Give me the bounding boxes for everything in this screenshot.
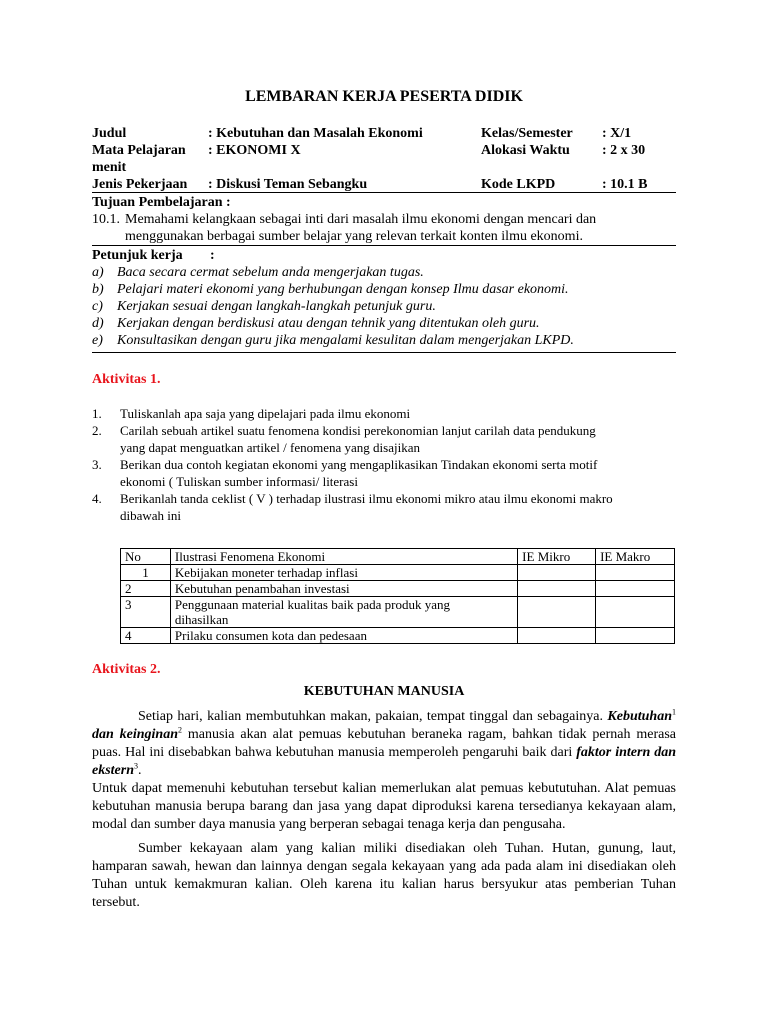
paragraph-2: Untuk dapat memenuhi kebutuhan tersebut kalian memerlukan alat pemuas kebututuhan. Alat pemuas kebutuhan manusia berupa barang dan jasa yang dapat diproduksi karena tersedianya kekayaan alam, modal dan sumber daya manusia yang berperan sebagai tenaga kerja dan pengusaha. bbox=[92, 781, 676, 832]
petunjuk-divider bbox=[92, 352, 676, 353]
row-ie-makro-cell[interactable] bbox=[596, 565, 675, 581]
row-ilustrasi bbox=[170, 597, 517, 628]
term-kebutuhan: Kebutuhan bbox=[607, 709, 672, 724]
judul-value: : Kebutuhan dan Masalah Ekonomi bbox=[208, 126, 423, 141]
row-ilustrasi bbox=[170, 581, 517, 597]
paragraph-1 bbox=[92, 708, 676, 780]
row-no: 3 bbox=[121, 597, 171, 628]
aktivitas-1-item-wrap: dibawah ini bbox=[120, 508, 182, 523]
waktu-label: Alokasi Waktu bbox=[481, 143, 570, 158]
tujuan-heading: Tujuan Pembelajaran : bbox=[92, 195, 231, 210]
page-title: LEMBARAN KERJA PESERTA DIDIK bbox=[245, 88, 523, 105]
kode-label: Kode LKPD bbox=[481, 177, 556, 192]
row-no: 2 bbox=[121, 581, 171, 597]
paragraph-1-text-2: manusia akan alat pemuas kebutuhan beraneka ragam, bahkan tidak pernah merasa puas. Hal ini disebabkan bahwa kebutuhan manusia memperoleh pengaruhi baik dari bbox=[92, 727, 676, 760]
petunjuk-item: Baca secara cermat sebelum anda mengerjakan tugas. bbox=[117, 265, 424, 280]
th-ilustrasi: Ilustrasi Fenomena Ekonomi bbox=[170, 549, 517, 565]
tujuan-line-2: menggunakan berbagai sumber belajar yang relevan terkait konten ilmu ekonomi. bbox=[125, 229, 583, 244]
row-ie-mikro-cell[interactable] bbox=[518, 597, 596, 628]
aktivitas-1-item: Berikan dua contoh kegiatan ekonomi yang mengaplikasikan Tindakan ekonomi serta motif bbox=[120, 457, 598, 472]
jenis-value: : Diskusi Teman Sebangku bbox=[208, 177, 368, 192]
jenis-label: Jenis Pekerjaan bbox=[92, 177, 188, 192]
petunjuk-item: Kerjakan sesuai dengan langkah-langkah petunjuk guru. bbox=[117, 299, 436, 314]
petunjuk-mark: b) bbox=[92, 282, 104, 297]
table-header-row bbox=[121, 549, 675, 565]
paragraph-3 bbox=[92, 840, 676, 912]
row-ilustrasi bbox=[170, 565, 517, 581]
tujuan-number: 10.1. bbox=[92, 212, 120, 227]
row-ie-makro-cell[interactable] bbox=[596, 597, 675, 628]
section-title: KEBUTUHAN MANUSIA bbox=[303, 684, 465, 699]
footnote-1: 1 bbox=[672, 707, 676, 717]
petunjuk-item: Pelajari materi ekonomi yang berhubungan dengan konsep Ilmu dasar ekonomi. bbox=[117, 282, 569, 297]
kelas-label: Kelas/Semester bbox=[481, 126, 573, 141]
term-keinginan: dan keinginan bbox=[92, 727, 178, 742]
kelas-value: : X/1 bbox=[602, 126, 632, 141]
petunjuk-item: Kerjakan dengan berdiskusi atau dengan tehnik yang ditentukan oleh guru. bbox=[117, 316, 540, 331]
row-ilustrasi-text: Kebijakan moneter terhadap inflasi bbox=[174, 565, 358, 580]
aktivitas-1-item: Berikanlah tanda ceklist ( V ) terhadap ilustrasi ilmu ekonomi mikro atau ilmu ekonomi makro bbox=[120, 491, 613, 506]
table-row bbox=[121, 628, 675, 644]
kode-value: : 10.1 B bbox=[602, 177, 648, 192]
table-row bbox=[121, 565, 675, 581]
row-ilustrasi-text: Prilaku consumen kota dan pedesaan bbox=[174, 628, 367, 643]
mapel-label: Mata Pelajaran bbox=[92, 143, 186, 158]
header-divider bbox=[92, 192, 676, 193]
aktivitas-1-item-wrap: ekonomi ( Tuliskan sumber informasi/ literasi bbox=[120, 474, 358, 489]
petunjuk-mark: a) bbox=[92, 265, 104, 280]
aktivitas-1-item-wrap: yang dapat menguatkan artikel / fenomena yang disajikan bbox=[120, 440, 420, 455]
aktivitas-1-heading: Aktivitas 1. bbox=[92, 372, 161, 387]
table-row bbox=[121, 597, 675, 628]
row-ilustrasi bbox=[170, 628, 517, 644]
row-ie-makro-cell[interactable] bbox=[596, 581, 675, 597]
petunjuk-colon: : bbox=[210, 248, 215, 263]
term-faktor: faktor intern dan ekstern bbox=[92, 745, 676, 778]
th-ie-makro: IE Makro bbox=[596, 549, 675, 565]
paragraph-1-end: . bbox=[138, 763, 142, 778]
row-ie-mikro-cell[interactable] bbox=[518, 628, 596, 644]
aktivitas-1-item: Tuliskanlah apa saja yang dipelajari pada ilmu ekonomi bbox=[120, 406, 411, 421]
aktivitas-1-num: 1. bbox=[92, 406, 102, 421]
th-ie-mikro: IE Mikro bbox=[518, 549, 596, 565]
row-ie-mikro-cell[interactable] bbox=[518, 565, 596, 581]
aktivitas-1-num: 2. bbox=[92, 423, 102, 438]
tujuan-line-1: Memahami kelangkaan sebagai inti dari masalah ilmu ekonomi dengan mencari dan bbox=[125, 212, 597, 227]
waktu-value: : 2 x 30 bbox=[602, 143, 646, 158]
row-ilustrasi-text: Penggunaan material kualitas baik pada produk yang bbox=[174, 597, 451, 612]
paragraph-3-text: Sumber kekayaan alam yang kalian miliki disediakan oleh Tuhan. Hutan, gunung, laut, hamparan sawah, hewan dan lainnya dengan segala kekayaan yang ada pada alam ini disediakan oleh Tuhan untuk kemakmuran kalian. Oleh karena itu kalian harus bersyukur atas pemberian Tuhan tersebut. bbox=[92, 841, 676, 910]
paragraph-1-text: Setiap hari, kalian membutuhkan makan, pakaian, tempat tinggal dan sebagainya. bbox=[138, 709, 603, 724]
row-ie-mikro-cell[interactable] bbox=[518, 581, 596, 597]
petunjuk-mark: e) bbox=[92, 333, 103, 348]
row-ie-makro-cell[interactable] bbox=[596, 628, 675, 644]
petunjuk-mark: d) bbox=[92, 316, 104, 331]
mapel-wrap: menit bbox=[92, 160, 127, 175]
aktivitas-2-heading: Aktivitas 2. bbox=[92, 662, 161, 677]
aktivitas-1-num: 4. bbox=[92, 491, 102, 506]
petunjuk-mark: c) bbox=[92, 299, 103, 314]
petunjuk-item: Konsultasikan dengan guru jika mengalami kesulitan dalam mengerjakan LKPD. bbox=[117, 333, 574, 348]
footnote-3: 3 bbox=[134, 761, 138, 771]
fenomena-table bbox=[120, 548, 675, 644]
tujuan-divider bbox=[92, 245, 676, 246]
row-ilustrasi-wrap: dihasilkan bbox=[174, 612, 229, 627]
row-no: 1 bbox=[121, 565, 171, 581]
petunjuk-heading: Petunjuk kerja bbox=[92, 248, 183, 263]
row-ilustrasi-text: Kebutuhan penambahan investasi bbox=[174, 581, 350, 596]
mapel-value: : EKONOMI X bbox=[208, 143, 301, 158]
aktivitas-1-item: Carilah sebuah artikel suatu fenomena kondisi perekonomian lanjut carilah data pendukung bbox=[120, 423, 596, 438]
th-no: No bbox=[121, 549, 171, 565]
judul-label: Judul bbox=[92, 126, 127, 141]
footnote-2: 2 bbox=[178, 725, 182, 735]
row-no: 4 bbox=[121, 628, 171, 644]
aktivitas-1-num: 3. bbox=[92, 457, 102, 472]
table-row bbox=[121, 581, 675, 597]
